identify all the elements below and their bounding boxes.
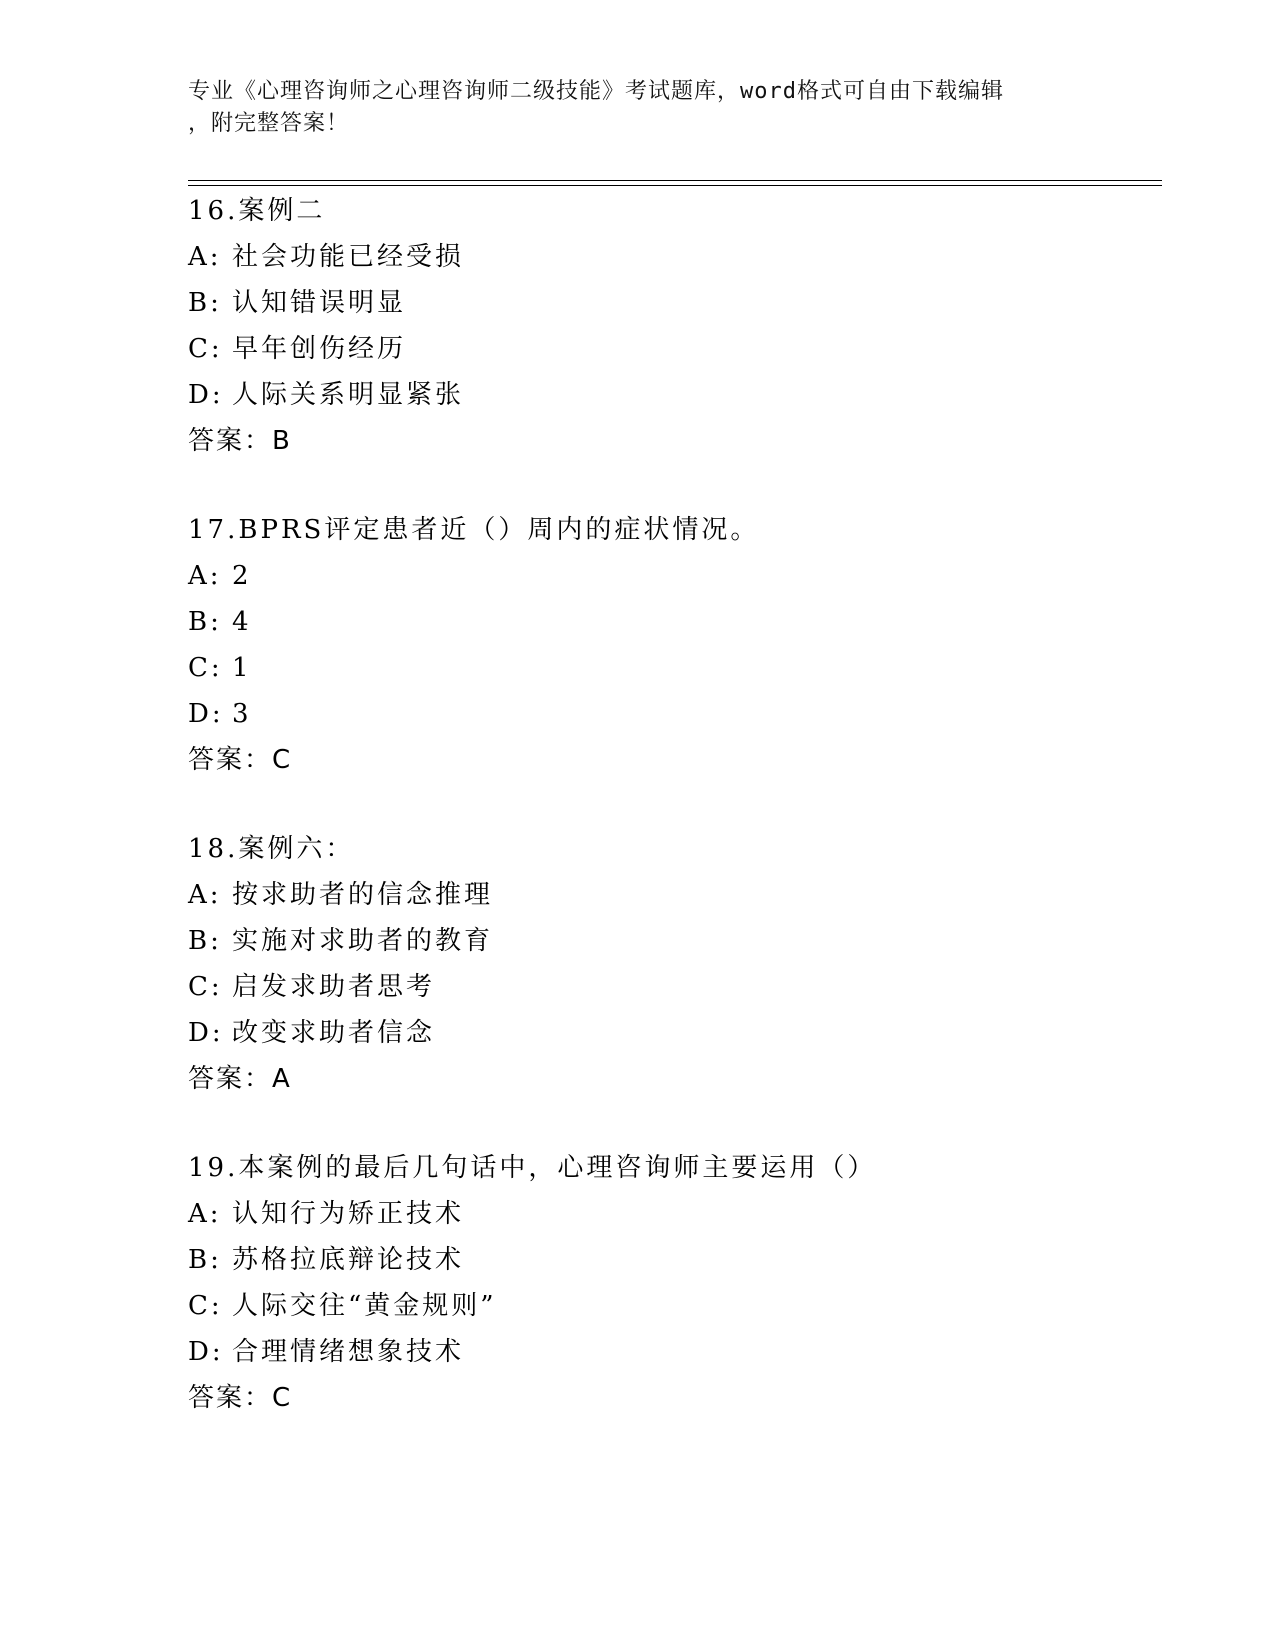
answer-line: 答案：B xyxy=(188,426,292,456)
option-letter: D: xyxy=(188,1337,224,1367)
option-text: 苏格拉底辩论技术 xyxy=(232,1245,465,1275)
option-letter: D: xyxy=(188,380,224,410)
option-a xyxy=(188,234,1168,280)
option-text: 1 xyxy=(232,653,252,683)
option-a xyxy=(188,1191,1168,1237)
option-d xyxy=(188,372,1168,418)
option-letter: B: xyxy=(188,607,222,637)
option-letter: C: xyxy=(188,972,223,1002)
option-c xyxy=(188,964,1168,1010)
option-d xyxy=(188,691,1168,737)
option-letter: B: xyxy=(188,288,222,318)
option-text: 认知行为矫正技术 xyxy=(232,1199,465,1229)
answer-line: 答案：C xyxy=(188,745,293,775)
option-c xyxy=(188,1283,1168,1329)
option-d xyxy=(188,1329,1168,1375)
option-c xyxy=(188,326,1168,372)
option-text: 按求助者的信念推理 xyxy=(232,880,494,910)
option-letter: C: xyxy=(188,334,223,364)
question-stem: 16.案例二 xyxy=(188,196,326,226)
answer-line: 答案：A xyxy=(188,1064,292,1094)
question-item xyxy=(188,826,1168,1102)
question-stem: 18.案例六： xyxy=(188,834,355,864)
option-b xyxy=(188,1237,1168,1283)
option-letter: D: xyxy=(188,699,224,729)
header-divider-bottom xyxy=(188,185,1162,186)
option-a xyxy=(188,553,1168,599)
option-letter: C: xyxy=(188,1291,223,1321)
question-stem: 19.本案例的最后几句话中，心理咨询师主要运用（） xyxy=(188,1153,877,1183)
option-text: 启发求助者思考 xyxy=(232,972,436,1002)
option-letter: C: xyxy=(188,653,223,683)
option-text: 4 xyxy=(232,607,252,637)
option-letter: A: xyxy=(188,561,222,591)
document-header xyxy=(188,76,1088,140)
question-list xyxy=(188,188,1168,1464)
header-line-1: 专业《心理咨询师之心理咨询师二级技能》考试题库，word格式可自由下载编辑 xyxy=(188,79,1004,104)
option-d xyxy=(188,1010,1168,1056)
question-item xyxy=(188,1145,1168,1421)
question-item xyxy=(188,188,1168,464)
option-text: 人际交往“黄金规则” xyxy=(232,1291,497,1321)
option-text: 早年创伤经历 xyxy=(232,334,407,364)
option-letter: A: xyxy=(188,1199,222,1229)
option-a xyxy=(188,872,1168,918)
option-text: 实施对求助者的教育 xyxy=(232,926,494,956)
option-c xyxy=(188,645,1168,691)
option-letter: A: xyxy=(188,880,222,910)
question-stem: 17.BPRS评定患者近（）周内的症状情况。 xyxy=(188,515,760,545)
option-letter: B: xyxy=(188,1245,222,1275)
option-letter: D: xyxy=(188,1018,224,1048)
answer-line: 答案：C xyxy=(188,1383,293,1413)
option-text: 3 xyxy=(232,699,252,729)
option-text: 改变求助者信念 xyxy=(232,1018,436,1048)
option-text: 认知错误明显 xyxy=(232,288,407,318)
option-b xyxy=(188,918,1168,964)
option-b xyxy=(188,599,1168,645)
option-text: 2 xyxy=(232,561,252,591)
question-item xyxy=(188,507,1168,783)
option-text: 社会功能已经受损 xyxy=(232,242,465,272)
header-line-2: ，附完整答案！ xyxy=(188,111,350,136)
option-text: 合理情绪想象技术 xyxy=(232,1337,465,1367)
option-letter: B: xyxy=(188,926,222,956)
option-b xyxy=(188,280,1168,326)
header-divider-top xyxy=(188,180,1162,181)
option-letter: A: xyxy=(188,242,222,272)
option-text: 人际关系明显紧张 xyxy=(232,380,465,410)
